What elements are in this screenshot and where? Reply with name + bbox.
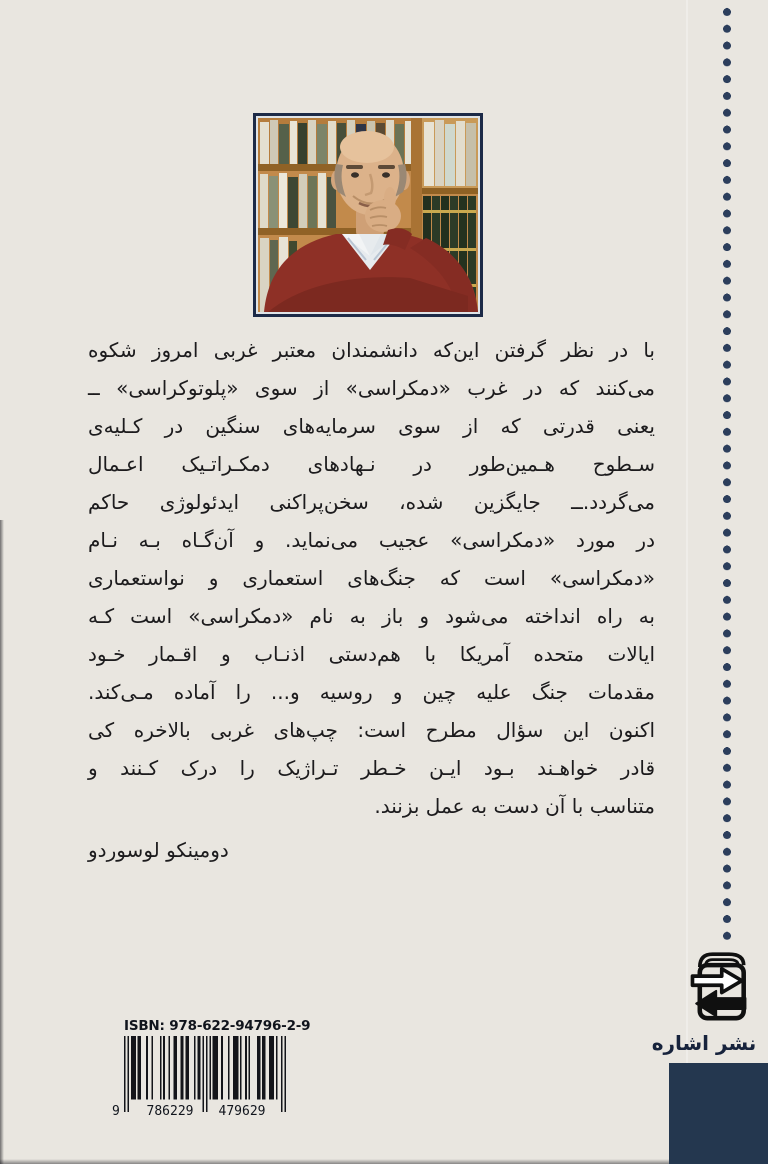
barcode-digit-group1: 786229 (146, 1104, 194, 1119)
isbn-label: ISBN: 978-622-94796-2-9 (124, 1018, 311, 1034)
author-photo (253, 113, 483, 317)
author-portrait-illustration (258, 118, 478, 312)
blurb-line: می‌کنند که در غرب «دمکراسی» از سوی «پلوتوکراسی» ــ (88, 376, 655, 400)
barcode-digit-group2: 479629 (218, 1104, 266, 1119)
blurb-line: در مورد «دمکراسی» عجیب می‌نماید. و آن‌گـاه بـه نـام (88, 528, 655, 552)
blurb-line: متناسب با آن دست به عمل بزنند. (374, 794, 655, 818)
blurb-line: مقدمات جنگ علیه چین و روسیه و... را آماده مـی‌کند. (88, 680, 655, 704)
author-name: دومینکو لوسوردو (88, 838, 229, 862)
book-exchange-arrows-icon (687, 946, 751, 1030)
publisher-logo (687, 946, 751, 1030)
blurb-line: ایالات متحده آمریکا با هم‌دستی اذنـاب و اقـمار خـود (88, 642, 655, 666)
scan-edge-shadow-left (0, 520, 4, 1164)
blurb-line: «دمکراسی» است که جنگ‌های استعماری و نواستعماری (88, 566, 655, 590)
blurb-line: می‌گردد.ــ جایگزین شده، سخن‌پراکنی ایدئولوژی حاکم (88, 490, 655, 514)
publisher-name: نشر اشاره (651, 1031, 757, 1055)
blurb-line: اکنون این سؤال مطرح است: چپ‌های غربی بالاخره کی (88, 718, 655, 742)
barcode-digit-first: 9 (112, 1104, 120, 1119)
blurb-line: به راه انداخته می‌شود و باز به نام «دمکراسی» است کـه (88, 604, 655, 628)
scan-edge-shadow-bottom (0, 1159, 672, 1164)
corner-color-block (669, 1063, 768, 1164)
blurb-line: سـطوح هـمین‌طور در نـهادهای دمکـراتـیک اعـمال (88, 452, 655, 476)
blurb-line: با در نظر گرفتن این‌که دانشمندان معتبر غربی امروز شکوه (88, 338, 655, 362)
blurb-line: یعنی قدرتی که از سوی سرمایه‌های سنگین در کـلیه‌ی (88, 414, 655, 438)
blurb-text (88, 331, 655, 869)
barcode-digits (112, 1104, 286, 1120)
blurb-line: قادر خواهـند بـود ایـن خـطر تـراژیک را درک کـنند و (88, 756, 655, 780)
perforation-dotted-line (722, 4, 732, 944)
ean13-barcode (124, 1036, 286, 1112)
barcode-block (112, 1018, 311, 1119)
